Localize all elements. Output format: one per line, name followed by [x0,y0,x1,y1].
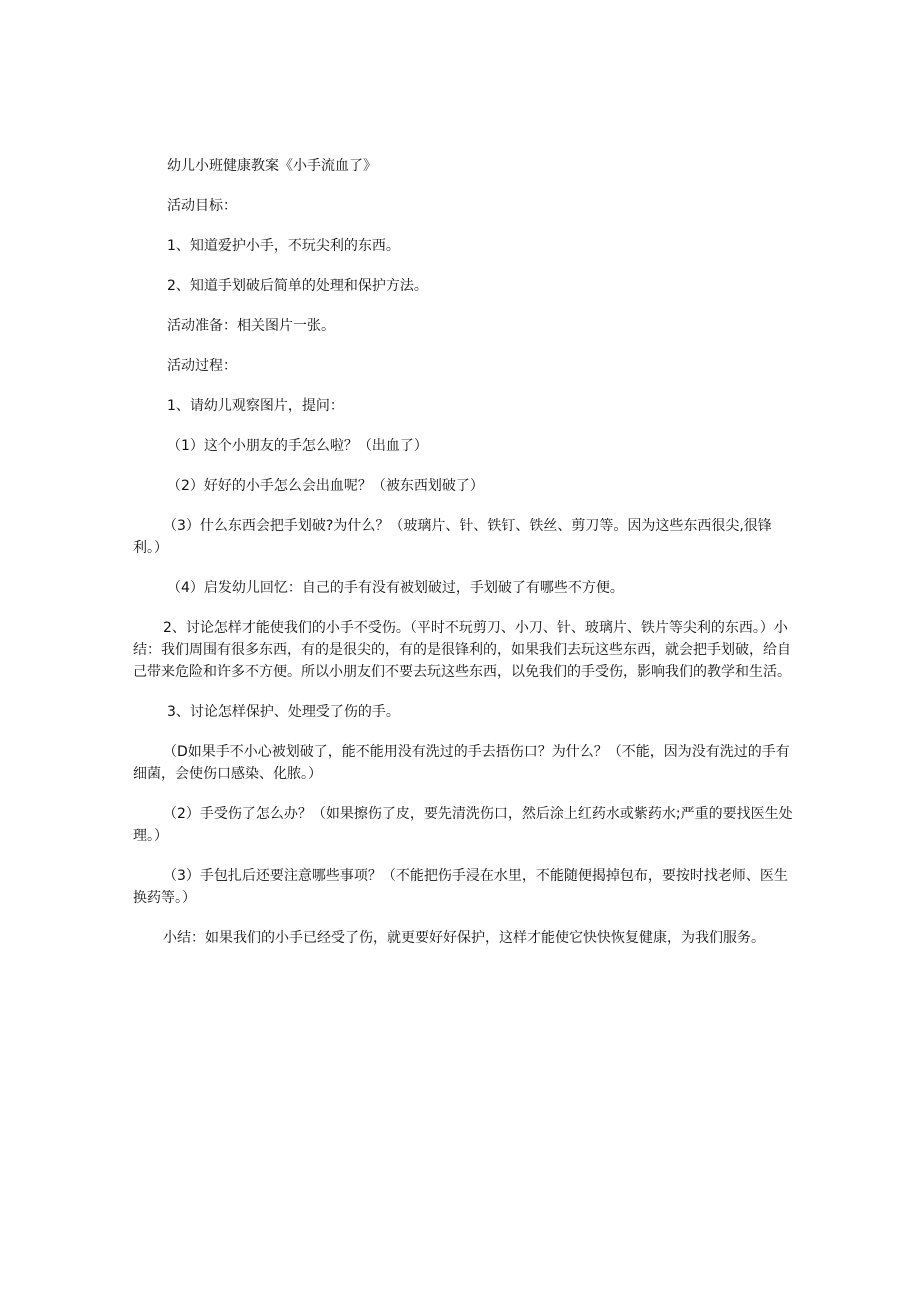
summary-text: 小结：如果我们的小手已经受了伤，就更要好好保护，这样才能使它快快恢复健康，为我们服务。 [163,930,765,946]
step-1-question-4: （4）启发幼儿回忆：自己的手有没有被划破过，手划破了有哪些不方便。 [167,580,624,596]
process-heading: 活动过程： [167,358,237,374]
step-1-question-2: （2）好好的小手怎么会出血呢？（被东西划破了） [167,478,484,494]
step-1-question-3: （3）什么东西会把手划破?为什么？（玻璃片、针、铁钉、铁丝、剪刀等。因为这些东西很尖,很锋利。） [133,518,772,556]
document-title: 幼儿小班健康教案《小手流血了》 [167,158,377,174]
preparation-text: 活动准备：相关图片一张。 [167,318,335,334]
step-3-question-2: （2）手受伤了怎么办？（如果擦伤了皮，要先清洗伤口，然后涂上红药水或紫药水;严重的要找医生处理。） [133,806,793,844]
goal-item-2: 2、知道手划破后简单的处理和保护方法。 [167,278,428,294]
goal-item-1: 1、知道爱护小手，不玩尖利的东西。 [167,238,400,254]
step-1: 1、请幼儿观察图片，提问： [167,398,344,414]
step-2: 2、讨论怎样才能使我们的小手不受伤。（平时不玩剪刀、小刀、针、玻璃片、铁片等尖利的东西。）小结：我们周围有很多东西，有的是很尖的，有的是很锋利的，如果我们去玩这些东西，就会把手划破，给自己带来危险和许多不方便。所以小朋友们不要去玩这些东西，以免我们的手受伤，影响我们的教学和生活。 [133,620,791,680]
goals-heading: 活动目标： [167,198,237,214]
step-3-question-3: （3）手包扎后还要注意哪些事项？（不能把伤手浸在水里，不能随便揭掉包布，要按时找老师、医生换药等。） [133,868,788,906]
step-3: 3、讨论怎样保护、处理受了伤的手。 [167,704,400,720]
step-1-question-1: （1）这个小朋友的手怎么啦？（出血了） [167,438,428,454]
step-3-question-1: （D如果手不小心被划破了，能不能用没有洗过的手去捂伤口？为什么？（不能，因为没有洗过的手有细菌，会使伤口感染、化脓。） [133,744,790,782]
document-body [133,155,793,949]
